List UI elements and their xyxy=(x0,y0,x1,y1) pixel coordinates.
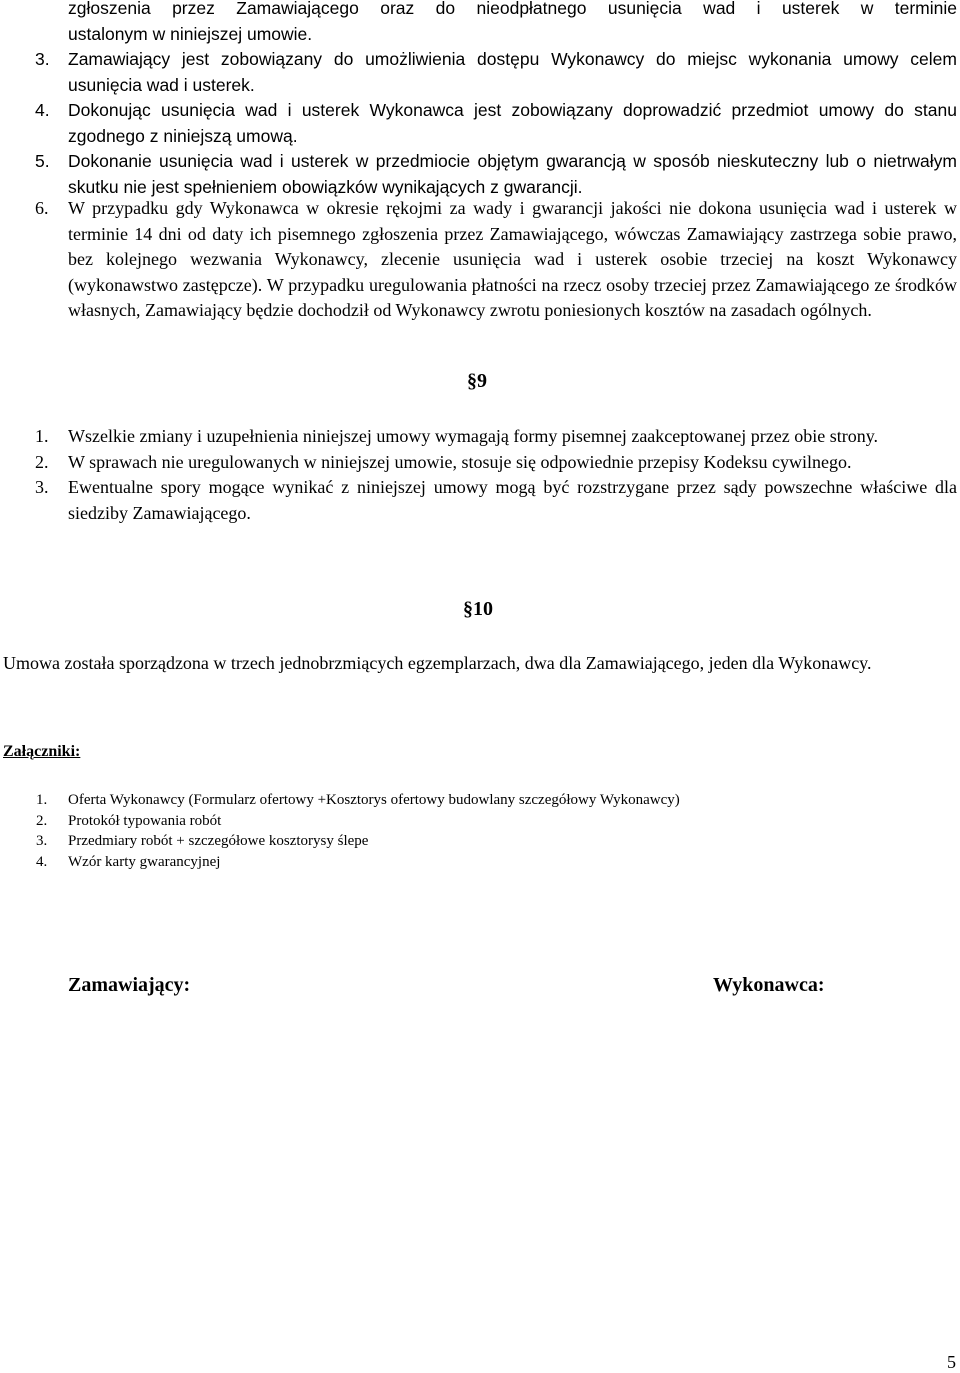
item-text: Dokonanie usunięcia wad i usterek w przedmiocie objętym gwarancją w sposób nieskuteczny lub o nietrwałym skutku nie jest spełnieniem obowiązków wynikających z gwarancji. xyxy=(68,151,957,197)
item-text: Protokół typowania robót xyxy=(68,812,222,829)
item-number: 3. xyxy=(35,477,49,497)
section-8-tail xyxy=(0,0,960,200)
item-text: Wszelkie zmiany i uzupełnienia niniejszej umowy wymagają formy pisemnej zaakceptowanej przez obie strony. xyxy=(68,426,879,446)
attachments-title: Załączniki: xyxy=(3,743,81,760)
list-item xyxy=(0,47,960,98)
item-number: 4. xyxy=(36,854,48,871)
list-item xyxy=(0,98,960,149)
attachment-item xyxy=(0,790,960,811)
item-number: 1. xyxy=(36,792,48,808)
section-9-heading xyxy=(467,370,487,393)
attachment-item xyxy=(0,852,960,873)
item-number: 2. xyxy=(35,451,49,472)
signature-label-contracting-party: Zamawiający: xyxy=(68,974,191,996)
item-text: W sprawach nie uregulowanych w niniejszej umowie, stosuje się odpowiednie przepisy Kodeksu cywilnego. xyxy=(68,451,852,472)
section-9-list xyxy=(0,424,960,526)
section-number: 10 xyxy=(473,598,493,620)
attachments-list xyxy=(0,790,960,873)
item-text: Dokonując usunięcia wad i usterek Wykonawca jest zobowiązany doprowadzić przedmiot umowy do stanu zgodnego z niniejszą umową. xyxy=(68,100,957,146)
continuation-line-2: ustalonym w niniejszej umowie. xyxy=(68,23,313,44)
item-number: 3. xyxy=(35,49,50,69)
section-symbol: § xyxy=(467,370,477,392)
item-number: 2. xyxy=(36,812,48,829)
list-item xyxy=(0,424,960,450)
continuation-line-1: zgłoszenia przez Zamawiającego oraz do nieodpłatnego usunięcia wad i usterek w terminie xyxy=(68,0,957,18)
section-10-paragraph: Umowa została sporządzona w trzech jednobrzmiących egzemplarzach, dwa dla Zamawiającego, jeden dla Wykonawcy. xyxy=(3,653,872,673)
section-10-heading xyxy=(463,598,493,621)
item-text: Wzór karty gwarancyjnej xyxy=(68,854,221,871)
item-number: 4. xyxy=(35,100,50,120)
item-number: 6. xyxy=(35,198,49,218)
section-number: 9 xyxy=(477,370,487,392)
attachment-item xyxy=(0,811,960,832)
section-8-item-6 xyxy=(0,196,960,324)
list-item xyxy=(0,450,960,476)
list-item xyxy=(0,475,960,526)
item-text: Przedmiary robót + szczegółowe kosztorysy ślepe xyxy=(68,833,369,850)
page-number: 5 xyxy=(947,1352,956,1372)
section-symbol: § xyxy=(463,598,473,620)
item-number: 5. xyxy=(35,151,50,171)
attachment-item xyxy=(0,831,960,852)
item-text: W przypadku gdy Wykonawca w okresie rękojmi za wady i gwarancji jakości nie dokona usunięcia wad i usterek w terminie 14 dni od daty ich pisemnego zgłoszenia przez Zamawiającego, wówczas Zamawiający zastrzega sobie prawo, bez kolejnego wezwania Wykonawcy, zlecenie usunięcia wad i usterek osobie trzeciej na koszt Wykonawcy (wykonawstwo zastępcze). W przypadku uregulowania płatności na rzecz osoby trzeciej przez Zamawiającego ze środków własnych, Zamawiający będzie dochodził od Wykonawcy zwrotu poniesionych kosztów na zasadach ogólnych. xyxy=(68,198,957,320)
item-number: 1. xyxy=(35,426,49,446)
item-text: Zamawiający jest zobowiązany do umożliwienia dostępu Wykonawcy do miejsc wykonania umowy celem usunięcia wad i usterek. xyxy=(68,49,957,95)
item-text: Oferta Wykonawcy (Formularz ofertowy +Kosztorys ofertowy budowlany szczegółowy Wykonawcy) xyxy=(68,792,680,808)
item-text: Ewentualne spory mogące wynikać z niniejszej umowy mogą być rozstrzygane przez sądy powszechne właściwe dla siedziby Zamawiającego. xyxy=(68,477,957,523)
item-number: 3. xyxy=(36,833,48,850)
list-item xyxy=(0,149,960,200)
signature-label-contractor: Wykonawca: xyxy=(713,974,825,996)
list-item xyxy=(0,196,960,324)
